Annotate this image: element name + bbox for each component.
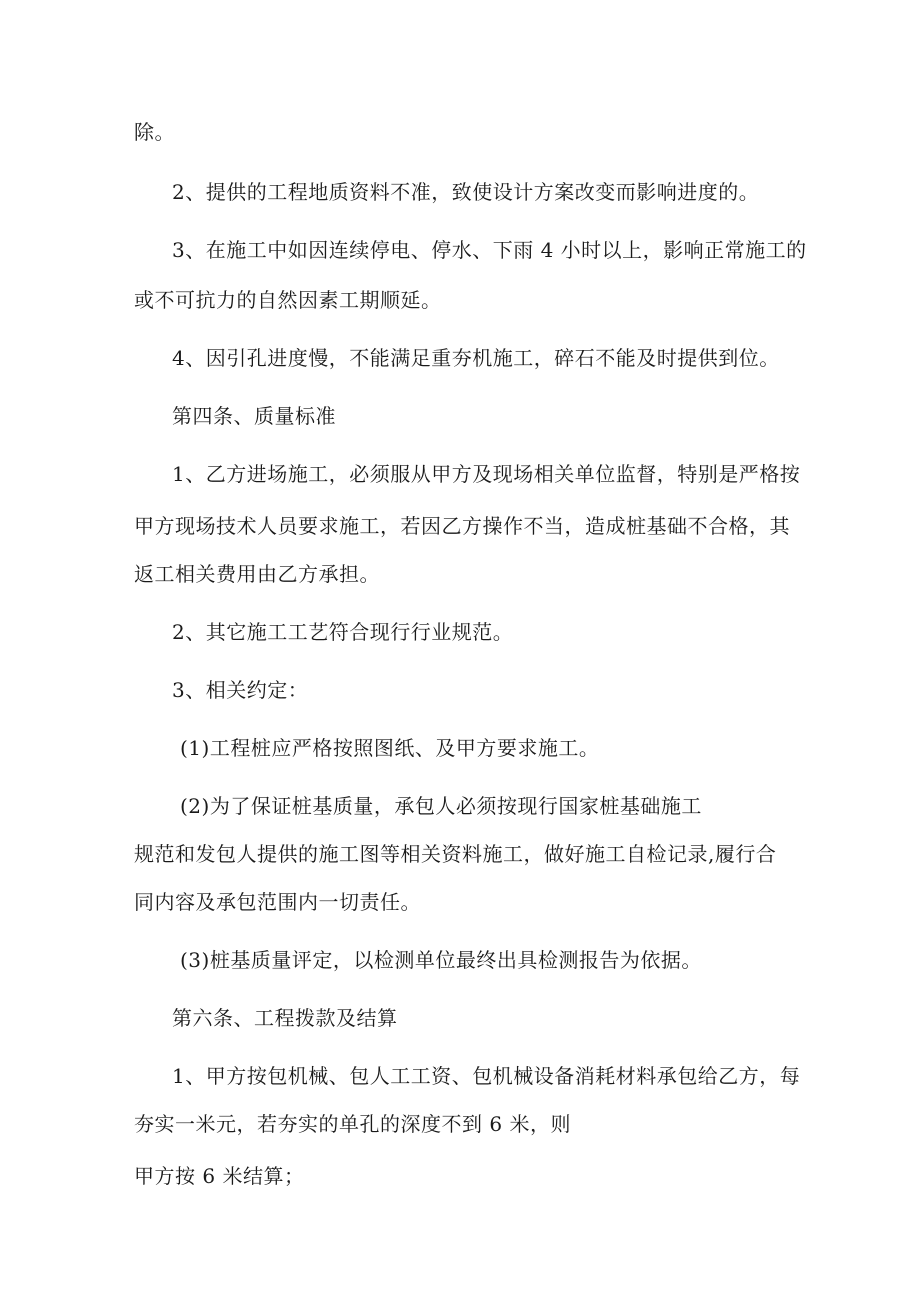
- text-line-5: 4、因引孔进度慢，不能满足重夯机施工，碎石不能及时提供到位。: [172, 346, 780, 370]
- text-line-11: 3、相关约定：: [172, 678, 309, 702]
- section-heading-4: 第四条、质量标准: [172, 404, 336, 428]
- section-heading-6: 第六条、工程拨款及结算: [172, 1006, 398, 1030]
- text-line-4: 或不可抗力的自然因素工期顺延。: [134, 288, 442, 312]
- text-line-3: 3、在施工中如因连续停电、停水、下雨 4 小时以上，影响正常施工的: [172, 238, 807, 262]
- text-line-8: 甲方现场技术人员要求施工，若因乙方操作不当，造成桩基础不合格，其: [134, 514, 790, 538]
- text-line-1: 除。: [134, 120, 175, 144]
- text-line-18: 1、甲方按包机械、包人工工资、包机械设备消耗材料承包给乙方，每: [172, 1064, 801, 1088]
- text-line-16: (3)桩基质量评定，以检测单位最终出具检测报告为依据。: [180, 948, 702, 972]
- text-line-7: 1、乙方进场施工，必须服从甲方及现场相关单位监督，特别是严格按: [172, 462, 801, 486]
- text-line-14: 规范和发包人提供的施工图等相关资料施工，做好施工自检记录,履行合: [134, 842, 777, 866]
- text-line-2: 2、提供的工程地质资料不准，致使设计方案改变而影响进度的。: [172, 180, 760, 204]
- text-line-12: (1)工程桩应严格按照图纸、及甲方要求施工。: [180, 736, 600, 760]
- text-line-10: 2、其它施工工艺符合现行行业规范。: [172, 620, 514, 644]
- text-line-19: 夯实一米元，若夯实的单孔的深度不到 6 米，则: [134, 1112, 571, 1136]
- text-line-15: 同内容及承包范围内一切责任。: [134, 890, 421, 914]
- text-line-20: 甲方按 6 米结算；: [134, 1164, 305, 1188]
- text-line-9: 返工相关费用由乙方承担。: [134, 562, 380, 586]
- text-line-13: (2)为了保证桩基质量，承包人必须按现行国家桩基础施工: [180, 794, 702, 818]
